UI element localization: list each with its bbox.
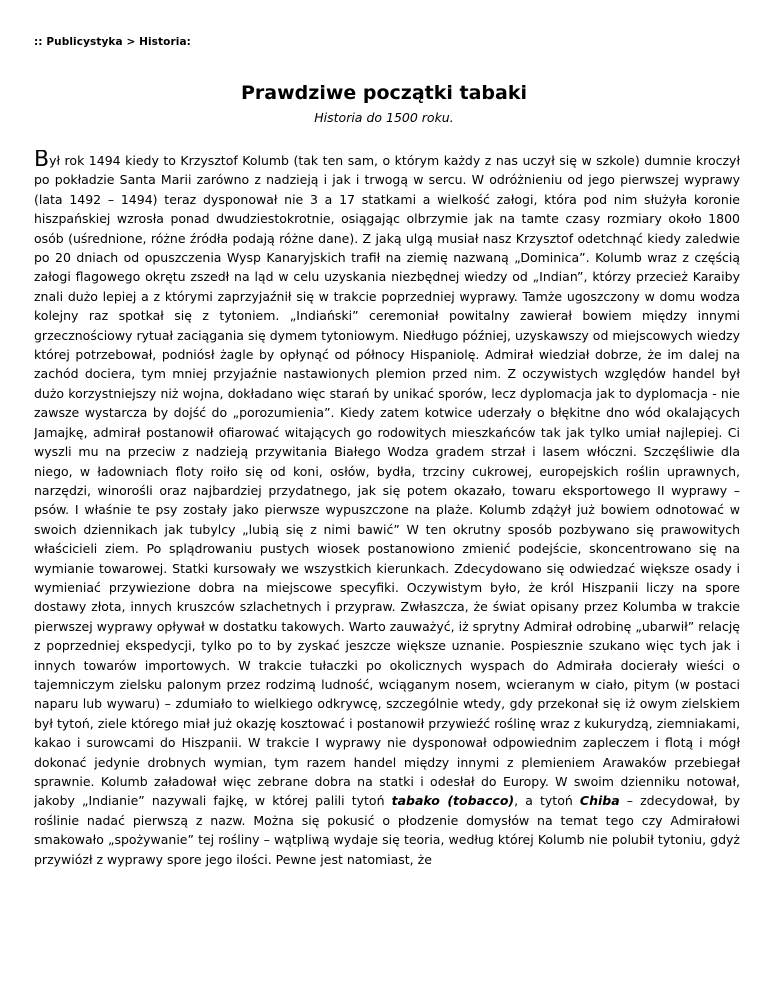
drop-cap: B bbox=[34, 150, 50, 172]
paragraph-text-part-1: ył rok 1494 kiedy to Krzysztof Kolumb (tak ten sam, o którym każdy z nas uczył się w szkole) dumnie kroczył po pokładzie Santa Marii zarówno z nadzieją i jak i trwogą w sercu. W odróżnieniu od jego pierwszej wyprawy (lata 1492 – 1494) teraz dysponował nie 3 a 17 statkami a wielkość załogi, która pod nim służyła koronie hiszpańskiej wzrosła ponad dwudziestokrotnie, osiągając olbrzymie jak na tamte czasy rozmiary około 1800 osób (uśrednione, różne źródła podają różne dane). Z jaką ulgą musiał nasz Krzysztof odetchnąć kiedy zaledwie po 20 dniach od opuszczenia Wysp Kanaryjskich trafił na ziemię nazwaną „Dominica”. Kolumb wraz z częścią załogi flagowego okrętu zszedł na ląd w celu uzyskania niezbędnej wiedzy od „Indian”, którzy przecież Karaiby znali dużo lepiej a z którymi zaprzyjaźnił się w trakcie poprzedniej wyprawy. Tamże ugoszczony w domu wodza kolejny raz spotkał się z tytoniem. „Indiański” ceremoniał powitalny zawierał bowiem między innymi grzecznościowy rytuał zaciągania się dymem tytoniowym. Niedługo później, uzyskawszy od miejscowych wiedzy której potrzebował, podniósł żagle by opłynąć od północy Hispaniolę. Admirał wiedział dobrze, że im dalej na zachód dociera, tym mniej przyjaźnie nastawionych plemion przed nim. Z oczywistych względów handel był dużo korzystniejszy niż wojna, dokładano więc starań by unikać sporów, lecz dyplomacja jak to dyplomacja - nie zawsze wystarcza by dojść do „porozumienia”. Kiedy zatem kotwice uderzały o błękitne dno wód okalających Jamajkę, admirał postanowił ofiarować witających go rodowitych mieszkańców tak jak tylko umiał najlepiej. Ci wyszli mu na przeciw z nadzieją przywitania Białego Wodza gradem strzał i lasem włóczni. Szczęśliwie dla niego, w ładowniach floty roiło się od koni, osłów, bydła, trzciny cukrowej, europejskich roślin uprawnych, narzędzi, winorośli oraz najbardziej przydatnego, jak się potem okazało, towaru eksportowego II wyprawy – psów. I właśnie te psy zostały jako pierwsze wypuszczone na plaże. Kolumb zdążył już bowiem odnotować w swoich dziennikach jak tubylcy „lubią się z nimi bawić” W ten okrutny sposób pozbywano się prawowitych właścicieli ziem. Po splądrowaniu pustych wiosek postanowiono zmienić podejście, skoncentrowano się na wymianie towarowej. Statki kursowały we wszystkich kierunkach. Zdecydowano się odwiedzać większe osady i wymieniać przywiezione dobra na miejscowe specyfiki. Oczywistym było, że król Hiszpanii liczy na spore dostawy złota, innych kruszców szlachetnych i przypraw. Zwłaszcza, że świat opisany przez Kolumba w trakcie pierwszej wyprawy opływał w dostatku takowych. Warto zauważyć, iż sprytny Admirał odrobinę „ubarwił” relację z poprzedniej ekspedycji, tylko po to by zyskać jeszcze większe uznanie. Pospiesznie szukano więc tych jak i innych towarów importowych. W trakcie tułaczki po okolicznych wyspach do Admirała docierały wieści o tajemniczym zielsku palonym przez rodzimą ludność, wciąganym nosem, wcieranym w ciało, pitym (w postaci naparu lub wywaru) – zdumiało to wielkiego odkrywcę, szczególnie wtedy, gdy przekonał się iż owym zielskiem był tytoń, ziele którego miał już okazję kosztować i postanowił przywieźć roślinę wraz z kukurydzą, ziemniakami, kakao i surowcami do Hiszpanii. W trakcie I wyprawy nie dysponował odpowiednim zapleczem i flotą i mógł dokonać jedynie drobnych wymian, tym razem handel między innymi z plemieniem Arawaków przebiegał sprawnie. Kolumb załadował więc zebrane dobra na statki i odesłał do Europy. W swoim dzienniku notował, jakoby „Indianie” nazywali fajkę, w której palili tytoń bbox=[34, 153, 740, 809]
article-subtitle: Historia do 1500 roku. bbox=[314, 110, 454, 125]
paragraph-text-part-3: – zdecydował, by roślinie nadać pierwszą z nazw. Można się pokusić o płodzenie domysłów na temat tego czy Admirałowi smakowało „spożywanie” tej rośliny – wątpliwą wydaje się teoria, według której Kolumb nie polubił tytoniu, gdyż przywiózł z wyprawy spore jego ilości. Pewne jest natomiast, że bbox=[34, 793, 740, 867]
term-chiba: Chiba bbox=[579, 793, 620, 809]
breadcrumb[interactable]: :: Publicystyka > Historia: bbox=[34, 36, 191, 48]
paragraph-text-part-2: , a tytoń bbox=[514, 793, 580, 809]
article-title: Prawdziwe początki tabaki bbox=[240, 82, 527, 104]
article-body bbox=[34, 150, 740, 994]
article-paragraph bbox=[34, 150, 740, 869]
term-tabako: tabako (tobacco) bbox=[391, 793, 515, 809]
